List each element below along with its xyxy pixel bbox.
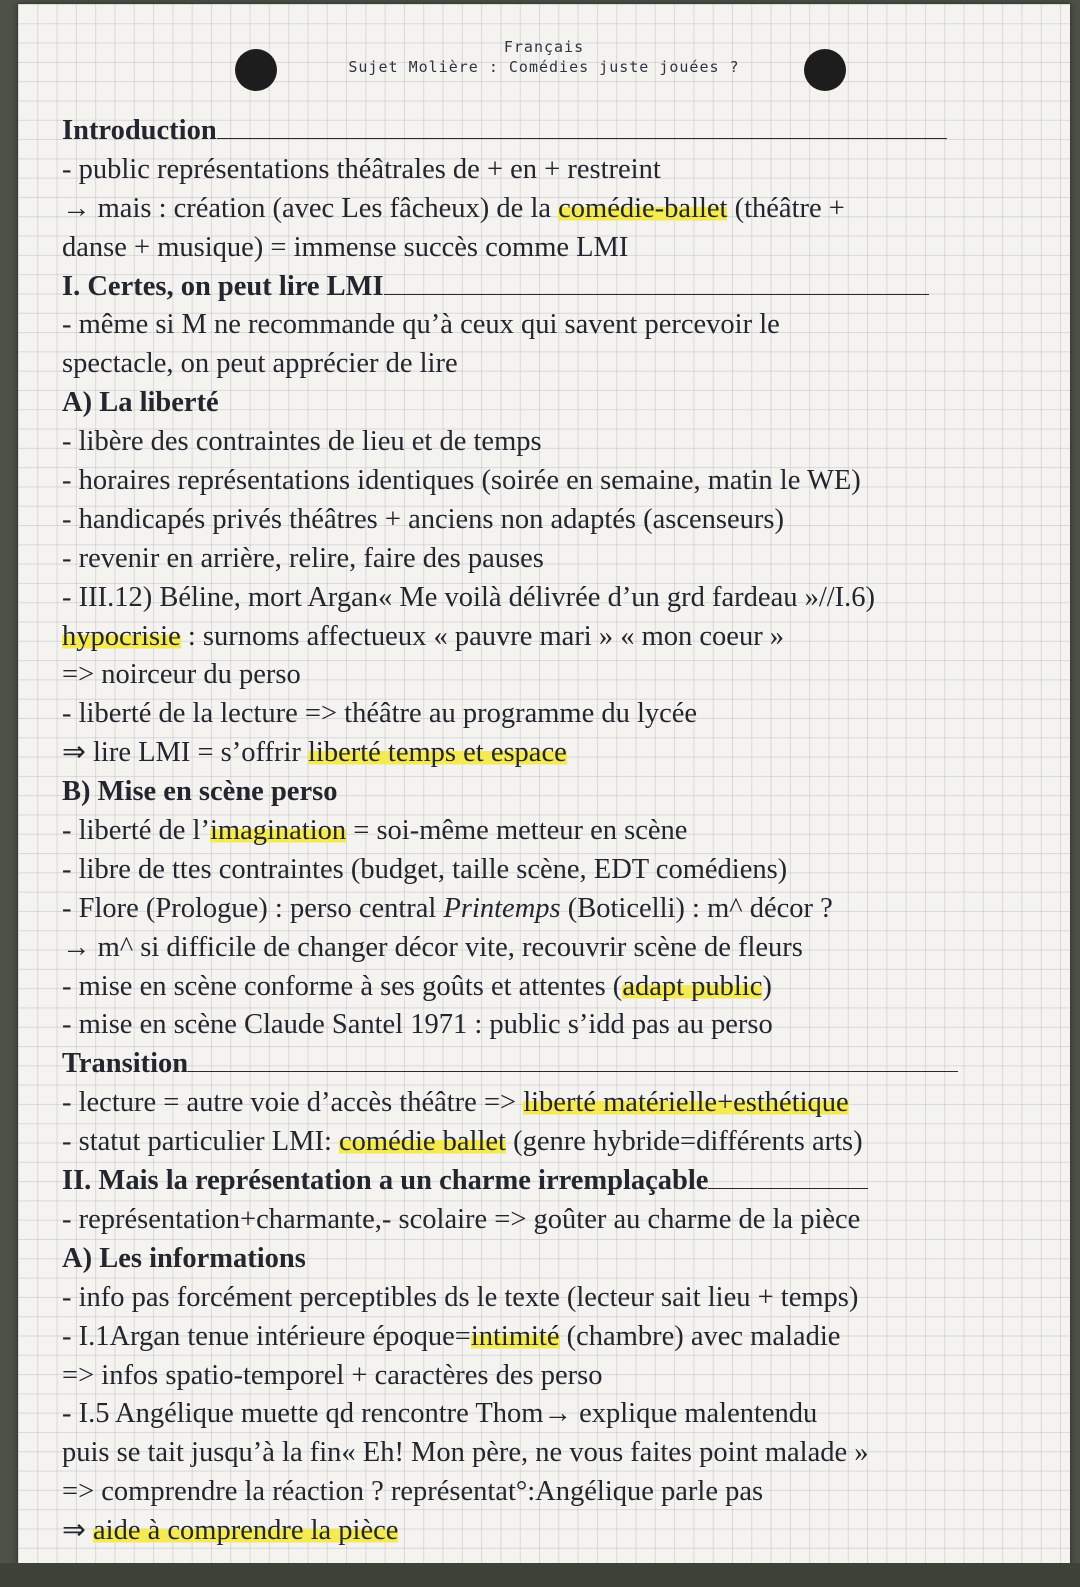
note-line: - revenir en arrière, relire, faire des pauses: [62, 542, 544, 574]
highlight: imagination: [209, 815, 347, 847]
highlight: comédie-ballet: [558, 192, 728, 224]
note-line: hypocrisie : surnoms affectueux « pauvre mari » « mon coeur »: [62, 620, 785, 652]
note-line: => noirceur du perso: [62, 659, 301, 691]
note-line: => infos spatio-temporel + caractères des perso: [62, 1359, 603, 1391]
note-line: - statut particulier LMI: comédie ballet (genre hybride=différents arts): [62, 1126, 863, 1158]
highlight: liberté matérielle+esthétique: [523, 1087, 849, 1119]
heading-section-a: A) La liberté: [62, 387, 219, 419]
notebook-page: [18, 4, 1070, 1564]
note-line: - info pas forcément perceptibles ds le texte (lecteur sait lieu + temps): [62, 1281, 859, 1313]
heading-transition: Transition: [62, 1045, 1052, 1084]
background-fabric: [0, 1563, 1080, 1587]
highlight: liberté temps et espace: [308, 737, 567, 769]
note-line: spectacle, on peut apprécier de lire: [62, 348, 458, 380]
notes-body: [62, 112, 1052, 1551]
note-line: - liberté de la lecture => théâtre au programme du lycée: [62, 698, 698, 730]
highlight: hypocrisie: [62, 620, 181, 652]
note-line: - I.5 Angélique muette qd rencontre Thom→ explique malentendu: [62, 1398, 818, 1430]
page-header: [18, 37, 1070, 77]
heading-section-b: B) Mise en scène perso: [62, 776, 338, 808]
note-line: - handicapés privés théâtres + anciens non adaptés (ascenseurs): [62, 503, 784, 535]
note-line: - libère des contraintes de lieu et de temps: [62, 426, 542, 458]
highlight: adapt public: [622, 970, 763, 1002]
heading-part-2: II. Mais la représentation a un charme irremplaçable: [62, 1162, 1052, 1201]
note-line: puis se tait jusqu’à la fin« Eh! Mon père, ne vous faites point malade »: [62, 1437, 869, 1469]
note-line: - I.1Argan tenue intérieure époque=intimité (chambre) avec maladie: [62, 1320, 841, 1352]
note-line: - représentation+charmante,- scolaire => goûter au charme de la pièce: [62, 1203, 861, 1235]
note-line: → mais : création (avec Les fâcheux) de la comédie-ballet (théâtre +: [62, 192, 845, 224]
note-line: ⇒ lire LMI = s’offrir liberté temps et espace: [62, 737, 567, 769]
note-line: - libre de ttes contraintes (budget, taille scène, EDT comédiens): [62, 853, 788, 885]
note-line: - même si M ne recommande qu’à ceux qui savent percevoir le: [62, 309, 780, 341]
highlight: aide à comprendre la pièce: [93, 1515, 399, 1547]
note-line: - liberté de l’imagination = soi-même metteur en scène: [62, 815, 688, 847]
note-line: => comprendre la réaction ? représentat°:Angélique parle pas: [62, 1476, 764, 1508]
note-line: → m^ si difficile de changer décor vite, recouvrir scène de fleurs: [62, 931, 803, 963]
note-line: - Flore (Prologue) : perso central Printemps (Boticelli) : m^ décor ?: [62, 892, 833, 924]
note-line: - lecture = autre voie d’accès théâtre => liberté matérielle+esthétique: [62, 1087, 849, 1119]
note-line: - mise en scène Claude Santel 1971 : public s’idd pas au perso: [62, 1009, 773, 1041]
subject-label: Français: [503, 38, 585, 56]
note-line: - public représentations théâtrales de + en + restreint: [62, 153, 661, 185]
heading-part-1: I. Certes, on peut lire LMI: [62, 268, 1052, 307]
note-line: danse + musique) = immense succès comme LMI: [62, 231, 629, 263]
note-line: - mise en scène conforme à ses goûts et attentes (adapt public): [62, 970, 772, 1002]
note-line: - III.12) Béline, mort Argan« Me voilà délivrée d’un grd fardeau »//I.6): [62, 581, 876, 613]
note-line: - horaires représentations identiques (soirée en semaine, matin le WE): [62, 465, 861, 497]
heading-introduction: Introduction: [62, 112, 1052, 151]
note-line: ⇒ aide à comprendre la pièce: [62, 1515, 399, 1547]
heading-section-a2: A) Les informations: [62, 1242, 306, 1274]
highlight: comédie ballet: [339, 1126, 506, 1158]
essay-title: Sujet Molière : Comédies juste jouées ?: [348, 58, 740, 76]
highlight: intimité: [470, 1320, 560, 1352]
